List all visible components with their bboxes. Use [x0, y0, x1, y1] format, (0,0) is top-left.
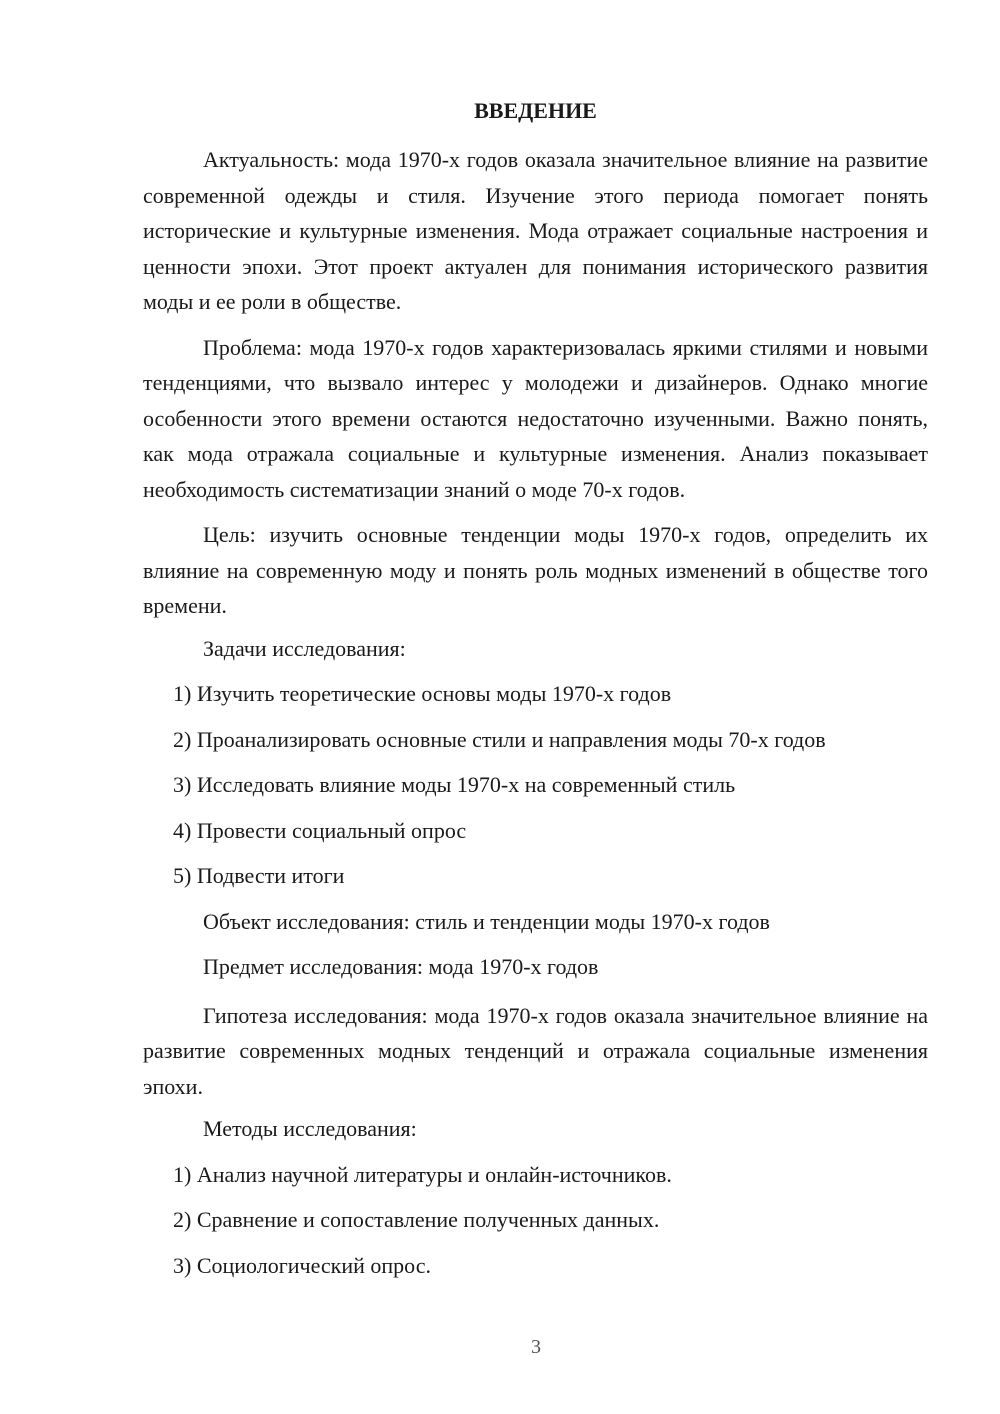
method-item: 3) Социологический опрос. — [173, 1252, 431, 1278]
method-item: 2) Сравнение и сопоставление полученных данных. — [173, 1207, 660, 1232]
relevance-paragraph: Актуальность: мода 1970-х годов оказала значительное влияние на развитие современной одежды и стиля. Изучение этого периода помогает понять исторические и культурные изменения. Мода отражает социальные настроения и ценности эпохи. Этот проект актуален для понимания исторического развития моды и ее роли в обществе. — [143, 147, 928, 314]
task-item: 3) Исследовать влияние моды 1970-х на современный стиль — [173, 772, 736, 797]
problem-paragraph: Проблема: мода 1970-х годов характеризовалась яркими стилями и новыми тенденциями, что вызвало интерес у молодежи и дизайнеров. Однако многие особенности этого времени остаются недостаточно изученными. Важно понять, как мода отражала социальные и культурные изменения. Анализ показывает необходимость систематизации знаний о моде 70-х годов. — [143, 334, 928, 502]
task-item: 5) Подвести итоги — [173, 863, 345, 888]
tasks-heading: Задачи исследования: — [203, 635, 406, 661]
methods-list — [143, 1160, 928, 1281]
task-item: 4) Провести социальный опрос — [173, 817, 467, 843]
method-item: 1) Анализ научной литературы и онлайн-источников. — [173, 1161, 672, 1187]
tasks-list — [143, 679, 928, 891]
methods-heading: Методы исследования: — [203, 1116, 417, 1141]
task-item: 1) Изучить теоретические основы моды 1970-х годов — [173, 681, 672, 706]
page-title: ВВЕДЕНИЕ — [474, 98, 597, 123]
hypothesis-paragraph: Гипотеза исследования: мода 1970-х годов оказала значительное влияние на развитие современных модных тенденций и отражала социальные изменения эпохи. — [143, 1002, 928, 1099]
task-item: 2) Проанализировать основные стили и направления моды 70-х годов — [173, 726, 826, 752]
research-object: Объект исследования: стиль и тенденции моды 1970-х годов — [203, 908, 770, 934]
goal-paragraph: Цель: изучить основные тенденции моды 1970-х годов, определить их влияние на современную моду и понять роль модных изменений в обществе того времени. — [143, 522, 928, 618]
research-subject: Предмет исследования: мода 1970-х годов — [203, 954, 599, 979]
page-content — [143, 96, 928, 1296]
page-number: 3 — [531, 1336, 541, 1358]
